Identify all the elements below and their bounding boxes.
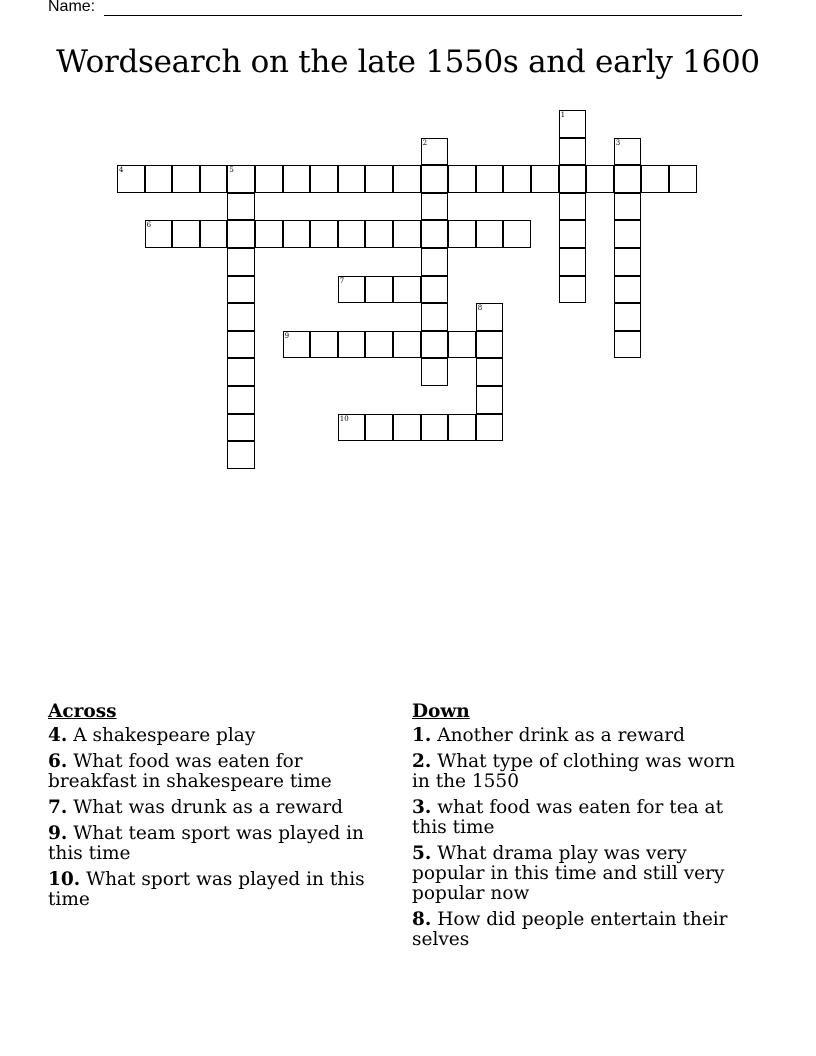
- clue-number: 1.: [412, 725, 432, 746]
- clue-text: what food was eaten for tea at this time: [412, 797, 724, 838]
- down-clue: [412, 726, 757, 746]
- clue-number: 8.: [412, 909, 432, 930]
- down-clue: [412, 844, 757, 904]
- grid-cell[interactable]: [614, 248, 642, 276]
- grid-cell[interactable]: [669, 165, 697, 193]
- grid-cell[interactable]: [559, 193, 587, 221]
- grid-cell[interactable]: [117, 165, 145, 193]
- grid-cell[interactable]: [227, 276, 255, 304]
- across-clues: [48, 702, 383, 916]
- grid-cell[interactable]: [476, 303, 504, 331]
- grid-cell[interactable]: [255, 165, 283, 193]
- clue-text: What drama play was very popular in this time and still very popular now: [412, 843, 725, 904]
- cell-number: 1: [560, 111, 566, 119]
- grid-cell[interactable]: [227, 303, 255, 331]
- grid-cell[interactable]: [393, 331, 421, 359]
- grid-cell[interactable]: [421, 414, 449, 442]
- grid-cell[interactable]: [393, 276, 421, 304]
- grid-cell[interactable]: [421, 303, 449, 331]
- name-label: Name:: [48, 0, 96, 15]
- grid-cell[interactable]: [310, 165, 338, 193]
- grid-cell[interactable]: [200, 220, 228, 248]
- clue-text: What food was eaten for breakfast in shakespeare time: [48, 751, 332, 792]
- grid-cell[interactable]: [145, 220, 173, 248]
- cell-number: 6: [146, 221, 152, 230]
- grid-cell[interactable]: [393, 165, 421, 193]
- grid-cell[interactable]: [421, 358, 449, 386]
- grid-cell[interactable]: [559, 165, 587, 193]
- grid-cell[interactable]: [338, 414, 366, 442]
- across-clue: [48, 752, 383, 792]
- across-clue: [48, 798, 383, 818]
- clue-number: 3.: [412, 797, 432, 818]
- grid-cell[interactable]: [614, 331, 642, 359]
- grid-cell[interactable]: [448, 331, 476, 359]
- clue-text: What sport was played in this time: [48, 869, 365, 910]
- clue-number: 2.: [412, 751, 432, 772]
- grid-cell[interactable]: [227, 441, 255, 469]
- grid-cell[interactable]: [227, 386, 255, 414]
- down-clue: [412, 798, 757, 838]
- grid-cell[interactable]: [448, 220, 476, 248]
- clue-text: Another drink as a reward: [437, 725, 685, 746]
- grid-cell[interactable]: [255, 220, 283, 248]
- grid-cell[interactable]: [448, 414, 476, 442]
- cell-number: 3: [615, 138, 621, 147]
- grid-cell[interactable]: [338, 331, 366, 359]
- grid-cell[interactable]: [586, 165, 614, 193]
- down-heading: Down: [412, 701, 470, 722]
- grid-cell[interactable]: [227, 414, 255, 442]
- clue-number: 9.: [48, 823, 68, 844]
- grid-cell[interactable]: [531, 165, 559, 193]
- grid-cell[interactable]: [365, 414, 393, 442]
- cell-number: 4: [119, 166, 124, 175]
- across-clue: [48, 824, 383, 864]
- clue-number: 6.: [48, 751, 68, 772]
- grid-cell[interactable]: [365, 165, 393, 193]
- grid-cell[interactable]: [227, 331, 255, 359]
- grid-cell[interactable]: [200, 165, 228, 193]
- crossword-grid: [0, 0, 816, 500]
- grid-cell[interactable]: [172, 220, 200, 248]
- grid-cell[interactable]: [338, 276, 366, 304]
- grid-cell[interactable]: [227, 220, 255, 248]
- grid-cell[interactable]: [614, 138, 642, 166]
- page-title: Wordsearch on the late 1550s and early 1600: [56, 44, 760, 80]
- grid-cell[interactable]: [421, 276, 449, 304]
- grid-cell[interactable]: [448, 165, 476, 193]
- cell-number: 7: [339, 276, 345, 285]
- clue-number: 7.: [48, 797, 68, 818]
- down-clue: [412, 752, 757, 792]
- grid-cell[interactable]: [503, 165, 531, 193]
- cell-number: 5: [229, 166, 234, 175]
- grid-cell[interactable]: [476, 358, 504, 386]
- grid-cell[interactable]: [641, 165, 669, 193]
- grid-cell[interactable]: [559, 138, 587, 166]
- grid-cell[interactable]: [614, 276, 642, 304]
- grid-cell[interactable]: [614, 165, 642, 193]
- across-clue: [48, 726, 383, 746]
- grid-cell[interactable]: [476, 165, 504, 193]
- grid-cell[interactable]: [421, 220, 449, 248]
- grid-cell[interactable]: [614, 220, 642, 248]
- clue-number: 4.: [48, 725, 68, 746]
- grid-cell[interactable]: [365, 331, 393, 359]
- grid-cell[interactable]: [283, 331, 311, 359]
- grid-cell[interactable]: [227, 358, 255, 386]
- across-clue: [48, 870, 383, 910]
- clue-text: A shakespeare play: [73, 725, 256, 746]
- clue-number: 5.: [412, 843, 432, 864]
- grid-cell[interactable]: [283, 165, 311, 193]
- grid-cell[interactable]: [476, 331, 504, 359]
- grid-cell[interactable]: [421, 138, 449, 166]
- grid-cell[interactable]: [227, 165, 255, 193]
- clue-number: 10.: [48, 869, 81, 890]
- grid-cell[interactable]: [172, 165, 200, 193]
- grid-cell[interactable]: [559, 110, 587, 138]
- clue-text: What team sport was played in this time: [48, 823, 364, 864]
- grid-cell[interactable]: [559, 276, 587, 304]
- grid-cell[interactable]: [476, 386, 504, 414]
- grid-cell[interactable]: [365, 220, 393, 248]
- grid-cell[interactable]: [227, 248, 255, 276]
- clue-text: How did people entertain their selves: [412, 909, 728, 950]
- grid-cell[interactable]: [421, 331, 449, 359]
- grid-cell[interactable]: [476, 220, 504, 248]
- grid-cell[interactable]: [310, 331, 338, 359]
- down-clues: [412, 702, 757, 956]
- cell-number: 10: [339, 414, 349, 423]
- grid-cell[interactable]: [338, 220, 366, 248]
- grid-cell[interactable]: [421, 193, 449, 221]
- grid-cell[interactable]: [365, 276, 393, 304]
- grid-cell[interactable]: [476, 414, 504, 442]
- grid-cell[interactable]: [614, 303, 642, 331]
- clue-text: What was drunk as a reward: [73, 797, 343, 818]
- grid-cell[interactable]: [421, 165, 449, 193]
- grid-cell[interactable]: [227, 193, 255, 221]
- grid-cell[interactable]: [559, 248, 587, 276]
- across-heading: Across: [48, 701, 117, 722]
- down-clue: [412, 910, 757, 950]
- grid-cell[interactable]: [421, 248, 449, 276]
- grid-cell[interactable]: [503, 220, 531, 248]
- cell-number: 2: [422, 138, 428, 147]
- grid-cell[interactable]: [393, 414, 421, 442]
- grid-cell[interactable]: [310, 220, 338, 248]
- grid-cell[interactable]: [614, 193, 642, 221]
- grid-cell[interactable]: [338, 165, 366, 193]
- clue-text: What type of clothing was worn in the 1550: [412, 751, 736, 792]
- grid-cell[interactable]: [145, 165, 173, 193]
- cell-number: 9: [284, 331, 290, 340]
- grid-cell[interactable]: [283, 220, 311, 248]
- grid-cell[interactable]: [393, 220, 421, 248]
- grid-cell[interactable]: [559, 220, 587, 248]
- cell-number: 8: [477, 304, 483, 313]
